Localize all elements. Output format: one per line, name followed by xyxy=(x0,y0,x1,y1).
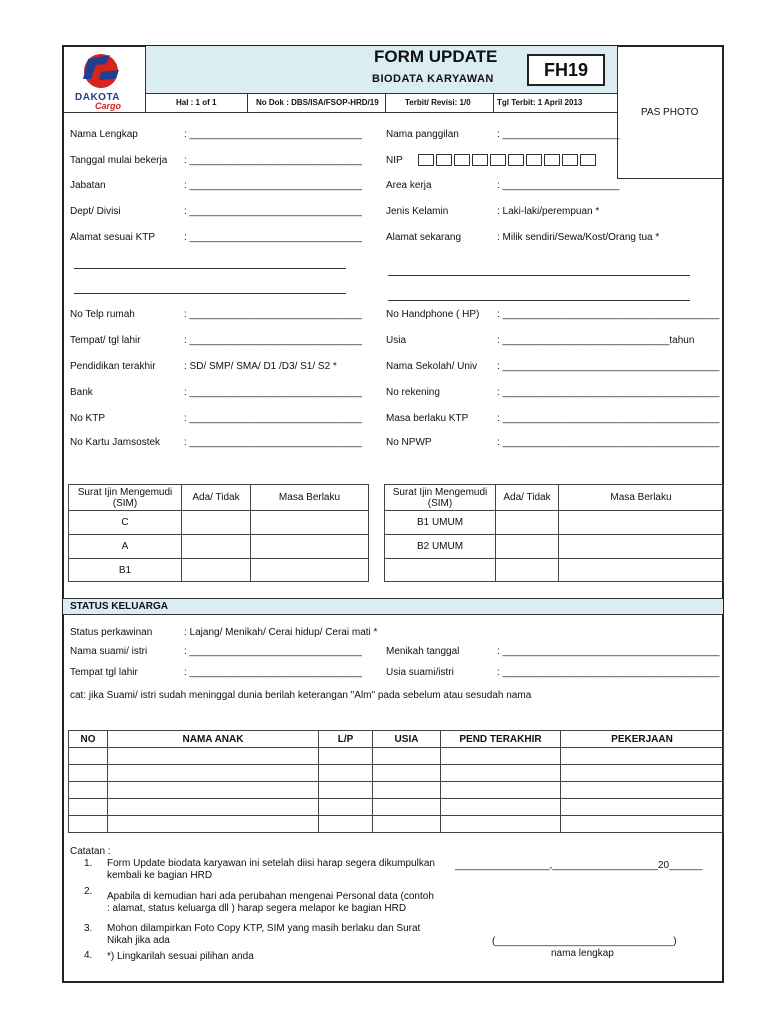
table-row[interactable] xyxy=(69,748,724,765)
nip-box[interactable] xyxy=(472,154,488,166)
table-row[interactable] xyxy=(69,782,724,799)
field-label: No KTP xyxy=(70,413,106,424)
signature-label: nama lengkap xyxy=(551,948,614,959)
sim-header: Ada/ Tidak xyxy=(496,485,559,511)
field-label: Menikah tanggal xyxy=(386,646,460,657)
col-header: PEND TERAKHIR xyxy=(441,731,561,748)
sim-cell[interactable] xyxy=(559,559,724,582)
field-value[interactable]: : _______________________________ xyxy=(184,437,362,448)
hdr-cell-2 xyxy=(385,93,386,112)
header-line xyxy=(145,93,617,94)
form-title: FORM UPDATE xyxy=(374,47,498,66)
nip-box[interactable] xyxy=(418,154,434,166)
catatan-num: 2. xyxy=(84,886,93,897)
sim-type xyxy=(385,559,496,582)
field-value[interactable]: : _______________________________ xyxy=(184,413,362,424)
field-value[interactable]: : _______________________________ xyxy=(184,646,362,657)
field-value[interactable]: : _______________________________ xyxy=(184,309,362,320)
catatan-num: 4. xyxy=(84,950,93,961)
sim-type: C xyxy=(69,511,182,535)
field-label: Nama suami/ istri xyxy=(70,646,148,657)
sim-header: Ada/ Tidak xyxy=(182,485,251,511)
col-header: PEKERJAAN xyxy=(561,731,724,748)
sim-header: Masa Berlaku xyxy=(559,485,724,511)
logo-box xyxy=(63,46,145,112)
sim-type: B2 UMUM xyxy=(385,535,496,559)
address-line[interactable] xyxy=(74,268,346,269)
sim-type: B1 xyxy=(69,559,182,582)
field-label: Bank xyxy=(70,387,93,398)
catatan-num: 1. xyxy=(84,858,93,869)
sim-header: Masa Berlaku xyxy=(251,485,369,511)
table-row[interactable] xyxy=(69,799,724,816)
field-label: Jenis Kelamin xyxy=(386,206,449,217)
logo-text-cargo: Cargo xyxy=(95,101,122,111)
sim-cell[interactable] xyxy=(559,535,724,559)
sim-table-right xyxy=(384,484,724,582)
field-value[interactable]: : Milik sendiri/Sewa/Kost/Orang tua * xyxy=(497,232,660,243)
field-value[interactable]: : _______________________________________ xyxy=(497,646,720,657)
field-value[interactable]: : _______________________________________ xyxy=(497,437,720,448)
catatan-num: 3. xyxy=(84,923,93,934)
form-subtitle: BIODATA KARYAWAN xyxy=(372,73,494,85)
field-value[interactable]: : Laki-laki/perempuan * xyxy=(497,206,600,217)
sim-cell[interactable] xyxy=(559,511,724,535)
catatan-title: Catatan : xyxy=(70,846,111,857)
sim-cell[interactable] xyxy=(182,535,251,559)
signature-line[interactable]: (________________________________) xyxy=(492,936,677,947)
field-label: Nama Lengkap xyxy=(70,129,138,140)
nip-box[interactable] xyxy=(526,154,542,166)
field-value[interactable]: : Lajang/ Menikah/ Cerai hidup/ Cerai mati * xyxy=(184,627,378,638)
hal-label: Hal : 1 of 1 xyxy=(176,98,217,107)
col-header: NAMA ANAK xyxy=(108,731,319,748)
nip-box[interactable] xyxy=(562,154,578,166)
col-header: USIA xyxy=(373,731,441,748)
field-value[interactable]: : _______________________________ xyxy=(184,232,362,243)
field-label: No Telp rumah xyxy=(70,309,135,320)
field-label: Area kerja xyxy=(386,180,432,191)
field-label: No NPWP xyxy=(386,437,432,448)
no-dok-label: No Dok : DBS/ISA/FSOP-HRD/19 xyxy=(256,98,379,107)
catatan-text: *) Lingkarilah sesuai pilihan anda xyxy=(107,951,254,962)
tgl-terbit-label: Tgl Terbit: 1 April 2013 xyxy=(497,98,583,107)
terbit-label: Terbit/ Revisi: 1/0 xyxy=(405,98,471,107)
field-label: Usia suami/istri xyxy=(386,667,454,678)
field-value[interactable]: : _____________________ xyxy=(497,180,620,191)
nip-box[interactable] xyxy=(508,154,524,166)
table-row[interactable] xyxy=(69,816,724,833)
sim-cell[interactable] xyxy=(182,559,251,582)
nip-box[interactable] xyxy=(436,154,452,166)
sim-table-left xyxy=(68,484,369,582)
field-label: No Kartu Jamsostek xyxy=(70,437,161,448)
sim-cell[interactable] xyxy=(496,535,559,559)
sim-type: B1 UMUM xyxy=(385,511,496,535)
col-header: L/P xyxy=(319,731,373,748)
field-value[interactable]: : _____________________ xyxy=(497,129,620,140)
field-label: Alamat sesuai KTP xyxy=(70,232,156,243)
field-label: Alamat sekarang xyxy=(386,232,462,243)
form-code-box: FH19 xyxy=(527,54,605,86)
field-value[interactable]: : _______________________________ xyxy=(184,155,362,166)
address-line[interactable] xyxy=(388,275,690,276)
nip-box[interactable] xyxy=(580,154,596,166)
date-line[interactable]: _________________,___________________20______ xyxy=(455,860,703,871)
sim-cell[interactable] xyxy=(251,511,369,535)
col-header: NO xyxy=(69,731,108,748)
status-note: cat: jika Suami/ istri sudah meninggal dunia berilah keterangan "Alm" pada sebelum atau sesudah nama xyxy=(70,690,532,701)
catatan-text: Form Update biodata karyawan ini setelah diisi harap segera dikumpulkan kembali ke bagian HRD xyxy=(107,858,435,881)
field-value[interactable]: : _______________________________________ xyxy=(497,413,720,424)
sim-cell[interactable] xyxy=(496,511,559,535)
nip-box[interactable] xyxy=(454,154,470,166)
logo-text-dakota: DAKOTA xyxy=(75,92,121,103)
field-label: Nama Sekolah/ Univ xyxy=(386,361,478,372)
header-divider xyxy=(145,46,146,112)
field-value[interactable]: : SD/ SMP/ SMA/ D1 /D3/ S1/ S2 * xyxy=(184,361,337,372)
status-keluarga-title: STATUS KELUARGA xyxy=(70,601,168,612)
field-value[interactable]: : _______________________________ xyxy=(184,335,362,346)
field-label: Nama panggilan xyxy=(386,129,459,140)
sim-header: Surat Ijin Mengemudi (SIM) xyxy=(385,485,496,511)
hdr-cell-1 xyxy=(247,93,248,112)
nip-boxes[interactable] xyxy=(418,153,598,171)
field-label: Status perkawinan xyxy=(70,627,153,638)
table-row[interactable] xyxy=(69,765,724,782)
field-label: Masa berlaku KTP xyxy=(386,413,469,424)
field-label: NIP xyxy=(386,155,403,166)
address-line[interactable] xyxy=(74,293,346,294)
pas-photo-label: PAS PHOTO xyxy=(641,107,699,118)
field-label: Usia xyxy=(386,335,407,346)
header-bottom xyxy=(63,112,617,113)
field-value[interactable]: : _______________________________________ xyxy=(497,309,720,320)
photo-divider xyxy=(617,46,618,178)
field-value[interactable]: : _______________________________________ xyxy=(497,667,720,678)
field-value[interactable]: : ______________________________tahun xyxy=(497,335,695,346)
field-value[interactable]: : _______________________________ xyxy=(184,667,362,678)
field-label: Pendidikan terakhir xyxy=(70,361,156,372)
catatan-text: Mohon dilampirkan Foto Copy KTP, SIM yang masih berlaku dan Surat Nikah jika ada xyxy=(107,923,421,946)
address-line[interactable] xyxy=(388,300,690,301)
sim-cell[interactable] xyxy=(251,535,369,559)
sim-cell[interactable] xyxy=(251,559,369,582)
field-label: No Handphone ( HP) xyxy=(386,309,480,320)
field-label: Tempat/ tgl lahir xyxy=(70,335,141,346)
field-value[interactable]: : _______________________________________ xyxy=(497,387,720,398)
field-value[interactable]: : _______________________________________ xyxy=(497,361,720,372)
nip-box[interactable] xyxy=(490,154,506,166)
field-label: Dept/ Divisi xyxy=(70,206,121,217)
field-label: Tanggal mulai bekerja xyxy=(70,155,168,166)
sim-cell[interactable] xyxy=(496,559,559,582)
nip-box[interactable] xyxy=(544,154,560,166)
field-value[interactable]: : _______________________________ xyxy=(184,387,362,398)
hdr-cell-3 xyxy=(493,93,494,112)
sim-type: A xyxy=(69,535,182,559)
field-value[interactable]: : _______________________________ xyxy=(184,129,362,140)
sim-cell[interactable] xyxy=(182,511,251,535)
field-label: Tempat tgl lahir xyxy=(70,667,138,678)
field-value[interactable]: : _______________________________ xyxy=(184,180,362,191)
field-label: Jabatan xyxy=(70,180,106,191)
catatan-text: Apabila di kemudian hari ada perubahan mengenai Personal data (contoh : alamat, status keluarga dll ) harap segera melapor ke bagian HRD xyxy=(107,891,434,914)
sim-header: Surat Ijin Mengemudi (SIM) xyxy=(69,485,182,511)
children-table xyxy=(68,730,724,833)
field-label: No rekening xyxy=(386,387,440,398)
photo-bottom xyxy=(617,178,723,179)
field-value[interactable]: : _______________________________ xyxy=(184,206,362,217)
